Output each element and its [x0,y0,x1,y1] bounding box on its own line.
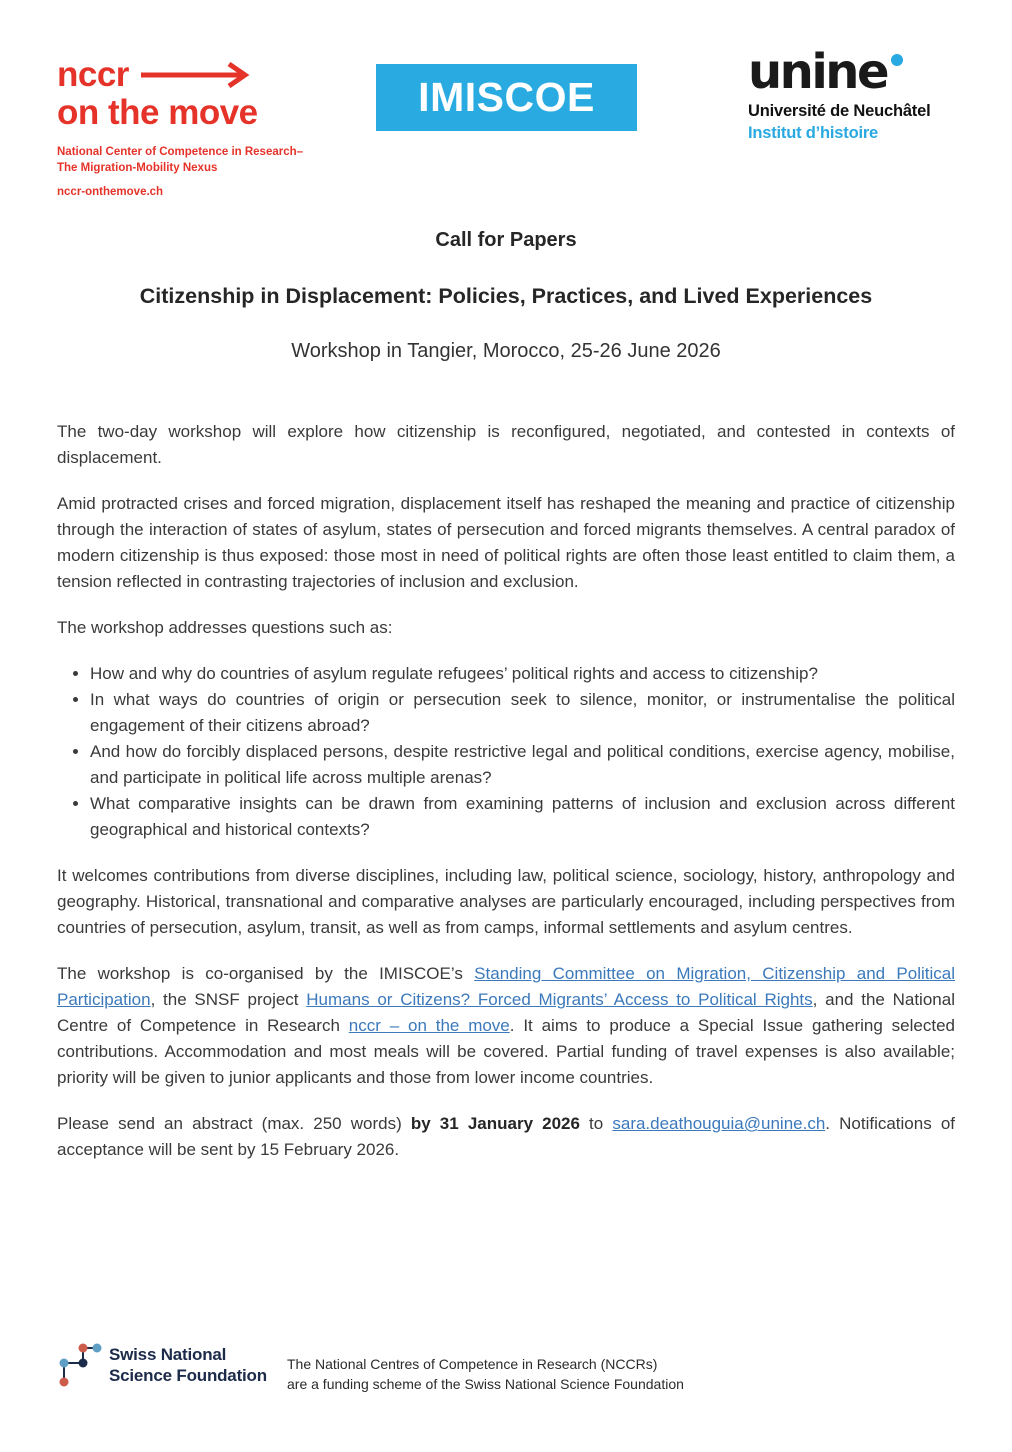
nccr-wordmark-row [57,57,303,92]
submission-deadline: by 31 January 2026 [410,1114,580,1133]
link-snsf-project[interactable]: Humans or Citizens? Forced Migrants’ Access to Political Rights [306,990,813,1009]
paragraph-questions-intro: The workshop addresses questions such as: [57,618,393,637]
nccr-logo [57,57,303,198]
footer-note-line1: The National Centres of Competence in Research (NCCRs) [287,1356,658,1372]
snsf-name [109,1344,267,1386]
submission-text: to [579,1114,613,1133]
footer [57,1340,955,1420]
nccr-wordmark-top: nccr [57,55,129,94]
document-body [57,228,955,1183]
paragraph-context: Amid protracted crises and forced migration, displacement itself has reshaped the meaning and practice of citizenship through the interaction of states of asylum, states of persecution and forced migrants themselves. A central paradox of modern citizenship is thus exposed: those most in need of political rights are often those least entitled to claim them, a tension reflected in contrasting trajectories of inclusion and exclusion. [57,494,955,591]
paragraph-overview: The two-day workshop will explore how citizenship is reconfigured, negotiated, and contested in contexts of displacement. [57,422,955,467]
list-item: • What comparative insights can be drawn from examining patterns of inclusion and exclusion across different geographical and historical contexts? [90,791,955,843]
link-nccr-on-the-move[interactable]: nccr – on the move [348,1016,510,1035]
snsf-molecule-icon [57,1340,107,1390]
link-email[interactable]: sara.deathouguia@unine.ch [612,1114,826,1133]
organisers-text: , the SNSF project [150,990,307,1009]
nccr-website: nccr-onthemove.ch [57,186,164,199]
organisers-text: , and the National Centre of Competence in Research [57,990,955,1035]
paragraph-submission [57,1111,955,1163]
unine-university: Université de Neuchâtel [748,102,931,120]
nccr-subtitle [57,145,303,176]
workshop-date-location: Workshop in Tangier, Morocco, 25-26 June 2026 [291,340,721,362]
submission-text: Please send an abstract (max. 250 words) [57,1114,411,1133]
nccr-subtitle-line1: National Center of Competence in Research– [57,146,304,158]
nccr-wordmark-bottom: on the move [57,93,258,132]
link-standing-committee[interactable]: Standing Committee on Migration, Citizenship and Political Participation [57,964,956,1009]
footer-note-line2: are a funding scheme of the Swiss National Science Foundation [287,1376,684,1392]
imiscoe-logo: IMISCOE [376,64,637,131]
unine-logo [748,44,931,143]
questions-list [57,661,955,843]
paragraph-organisers [57,961,955,1091]
page-title: Call for Papers [435,229,577,251]
list-item: • In what ways do countries of origin or persecution seek to silence, monitor, or instrumentalise the political engagement of their citizens abroad? [90,687,955,739]
organisers-text: . It aims to produce a Special Issue gathering selected contributions. Accommodation and most meals will be covered. Partial funding of travel expenses is also available; priority will be given to junior applicants and those from lower income countries. [57,1016,955,1087]
snsf-logo [57,1340,267,1390]
workshop-title: Citizenship in Displacement: Policies, Practices, and Lived Experiences [139,284,873,308]
list-item: • How and why do countries of asylum regulate refugees’ political rights and access to citizenship? [90,661,955,687]
nccr-subtitle-line2: The Migration-Mobility Nexus [57,161,218,174]
paragraph-disciplines: It welcomes contributions from diverse disciplines, including law, political science, sociology, history, anthropology and geography. Historical, transnational and comparative analyses are particularly encouraged, including perspectives from countries of persecution, asylum, transit, as well as from camps, informal settlements and asylum centres. [57,866,955,937]
unine-institute: Institut d’histoire [748,124,879,142]
unine-wordmark: unine [748,44,888,100]
nccr-arrow-icon [141,62,253,88]
organisers-text: The workshop is co-organised by the IMISCOE’s [57,964,475,983]
snsf-name-line2: Science Foundation [109,1366,267,1385]
footer-note [287,1354,684,1394]
unine-wordmark-row [748,44,930,100]
list-item: • And how do forcibly displaced persons, despite restrictive legal and political conditions, exercise agency, mobilise, and participate in political life across multiple arenas? [90,739,955,791]
snsf-name-line1: Swiss National [109,1345,227,1364]
submission-text: . Notifications of acceptance will be sent by 15 February 2026. [57,1114,955,1159]
unine-dot-icon [891,54,903,66]
